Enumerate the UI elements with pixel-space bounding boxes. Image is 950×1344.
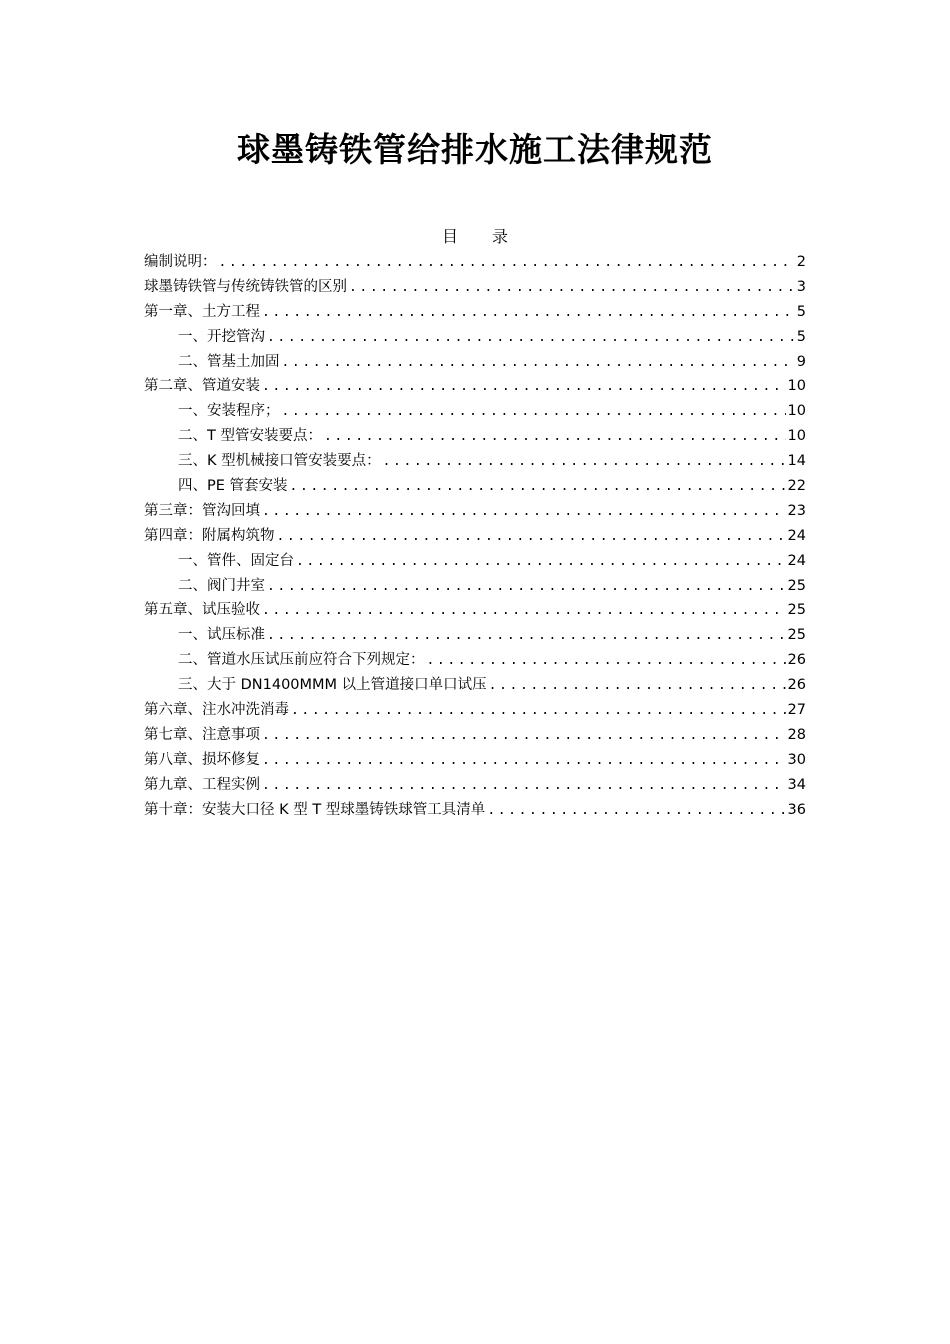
toc-heading: 目录 bbox=[441, 227, 542, 246]
toc-entry-label: 第九章、工程实例 bbox=[144, 776, 260, 793]
toc-entry-label: 第一章、土方工程 bbox=[144, 303, 260, 320]
toc-entry[interactable] bbox=[144, 773, 806, 798]
toc-entry[interactable] bbox=[144, 524, 806, 549]
toc-entry-page-number: 24 bbox=[787, 552, 806, 569]
toc-dot-leader bbox=[267, 575, 786, 600]
toc-entry-page-number: 25 bbox=[787, 627, 806, 644]
toc-entry-label: 球墨铸铁管与传统铸铁管的区别 bbox=[144, 278, 347, 295]
toc-entry-label: 二、T 型管安装要点： bbox=[178, 428, 322, 445]
toc-entry[interactable] bbox=[144, 350, 806, 375]
toc-entry-label: 二、管基土加固 bbox=[178, 353, 280, 370]
toc-dot-leader bbox=[282, 351, 795, 376]
toc-entry[interactable] bbox=[144, 399, 806, 424]
toc-dot-leader bbox=[262, 500, 786, 525]
toc-dot-leader bbox=[277, 525, 786, 550]
toc-entry[interactable] bbox=[144, 374, 806, 399]
toc-dot-leader bbox=[291, 699, 786, 724]
toc-entry-label: 三、大于 DN1400MMM 以上管道接口单口试压 bbox=[178, 677, 487, 694]
toc-dot-leader bbox=[262, 375, 786, 400]
toc-entry-label: 第六章、注水冲洗消毒 bbox=[144, 702, 289, 719]
toc-entry-label: 一、安装程序； bbox=[178, 403, 280, 420]
toc-entry-page-number: 5 bbox=[796, 303, 806, 320]
toc-entry-page-number: 25 bbox=[787, 577, 806, 594]
toc-entry-page-number: 36 bbox=[787, 801, 806, 818]
toc-entry[interactable] bbox=[144, 250, 806, 275]
toc-entry[interactable] bbox=[144, 275, 806, 300]
toc-entry[interactable] bbox=[144, 648, 806, 673]
toc-entry-label: 二、阀门井室 bbox=[178, 577, 265, 594]
toc-entry[interactable] bbox=[144, 598, 806, 623]
toc-entry[interactable] bbox=[144, 698, 806, 723]
toc-entry-page-number: 28 bbox=[787, 726, 806, 743]
toc-entry-page-number: 34 bbox=[787, 776, 806, 793]
toc-entry-label: 四、PE 管套安装 bbox=[178, 478, 288, 495]
toc-entry[interactable] bbox=[144, 798, 806, 823]
toc-entry-page-number: 2 bbox=[796, 254, 806, 270]
toc-entry[interactable] bbox=[144, 300, 806, 325]
toc-entry-label: 编制说明： bbox=[144, 254, 217, 270]
toc-dot-leader bbox=[290, 475, 786, 500]
toc-entry-page-number: 3 bbox=[796, 278, 806, 295]
toc-entry-label: 第十章：安装大口径 K 型 T 型球墨铸铁球管工具清单 bbox=[144, 801, 486, 818]
toc-dot-leader bbox=[324, 425, 786, 450]
toc-dot-leader bbox=[267, 624, 786, 649]
toc-entry-label: 三、K 型机械接口管安装要点： bbox=[178, 453, 381, 470]
toc-dot-leader bbox=[262, 301, 795, 326]
toc-entry-page-number: 9 bbox=[796, 353, 806, 370]
toc-dot-leader bbox=[219, 251, 795, 276]
toc-entry-page-number: 27 bbox=[787, 702, 806, 719]
toc-entry-label: 二、管道水压试压前应符合下列规定： bbox=[178, 652, 425, 669]
toc-dot-leader bbox=[262, 749, 786, 774]
toc-entry-label: 第四章：附属构筑物 bbox=[144, 527, 275, 544]
toc-entry-page-number: 5 bbox=[796, 328, 806, 345]
toc-entry-page-number: 10 bbox=[787, 403, 806, 420]
toc-entry-page-number: 25 bbox=[787, 602, 806, 619]
toc-dot-leader bbox=[427, 649, 786, 674]
toc-entry-page-number: 23 bbox=[787, 502, 806, 519]
toc-entry-page-number: 10 bbox=[787, 378, 806, 395]
toc-dot-leader bbox=[262, 599, 786, 624]
toc-entry-page-number: 10 bbox=[787, 428, 806, 445]
table-of-contents bbox=[144, 250, 806, 822]
toc-entry-label: 第五章、试压验收 bbox=[144, 602, 260, 619]
toc-dot-leader bbox=[489, 674, 786, 699]
toc-dot-leader bbox=[383, 450, 786, 475]
toc-entry-label: 一、试压标准 bbox=[178, 627, 265, 644]
toc-dot-leader bbox=[487, 799, 785, 824]
toc-dot-leader bbox=[262, 724, 786, 749]
toc-entry[interactable] bbox=[144, 325, 806, 350]
toc-entry[interactable] bbox=[144, 673, 806, 698]
toc-entry[interactable] bbox=[144, 723, 806, 748]
toc-entry[interactable] bbox=[144, 623, 806, 648]
toc-entry-label: 第二章、管道安装 bbox=[144, 378, 260, 395]
toc-entry-label: 一、管件、固定台 bbox=[178, 552, 294, 569]
toc-entry[interactable] bbox=[144, 748, 806, 773]
toc-dot-leader bbox=[267, 326, 795, 351]
toc-entry[interactable] bbox=[144, 449, 806, 474]
toc-entry[interactable] bbox=[144, 574, 806, 599]
toc-entry-page-number: 24 bbox=[787, 527, 806, 544]
toc-entry[interactable] bbox=[144, 549, 806, 574]
toc-entry-label: 第八章、损坏修复 bbox=[144, 751, 260, 768]
toc-entry[interactable] bbox=[144, 424, 806, 449]
document-title: 球墨铸铁管给排水施工法律规范 bbox=[237, 130, 713, 169]
toc-entry-page-number: 22 bbox=[787, 478, 806, 495]
toc-entry-page-number: 30 bbox=[787, 751, 806, 768]
toc-dot-leader bbox=[262, 774, 786, 799]
toc-entry[interactable] bbox=[144, 499, 806, 524]
toc-entry-label: 一、开挖管沟 bbox=[178, 328, 265, 345]
toc-entry-label: 第三章：管沟回填 bbox=[144, 502, 260, 519]
toc-entry-page-number: 26 bbox=[787, 677, 806, 694]
toc-entry-page-number: 26 bbox=[787, 652, 806, 669]
toc-dot-leader bbox=[282, 400, 786, 425]
toc-entry[interactable] bbox=[144, 474, 806, 499]
toc-entry-page-number: 14 bbox=[787, 453, 806, 470]
toc-dot-leader bbox=[349, 276, 795, 301]
toc-entry-label: 第七章、注意事项 bbox=[144, 726, 260, 743]
toc-dot-leader bbox=[296, 550, 786, 575]
